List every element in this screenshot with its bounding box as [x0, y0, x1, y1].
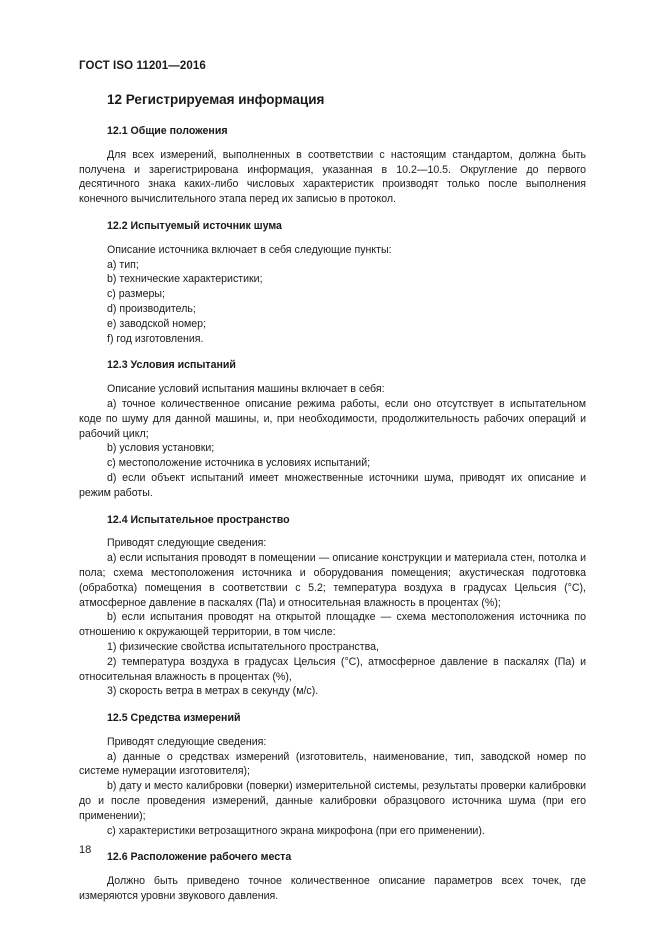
paragraph: Должно быть приведено точное количественное описание параметров всех точек, где измеряются уровни звукового давления. [79, 875, 586, 903]
paragraph-intro: Описание условий испытания машины включает в себя: [107, 383, 385, 396]
list-item: c) местоположение источника в условиях испытаний; [107, 457, 371, 470]
paragraph-intro: Описание источника включает в себя следующие пункты: [107, 243, 392, 256]
list-subitem: 3) скорость ветра в метрах в секунду (м/с). [107, 685, 319, 698]
section-12-6 [79, 850, 586, 903]
section-12-5 [79, 711, 586, 838]
paragraph: Для всех измерений, выполненных в соответствии с настоящим стандартом, должна быть получена и зарегистрирована информация, указанная в 10.2—10.5. Округление до первого десятичного знака каких-либо числовых характеристик производят только после выполнения конечного вычислительного этапа перед их записью в протокол. [79, 148, 586, 206]
list-subitem: 1) физические свойства испытательного пространства, [107, 640, 379, 653]
section-12-2 [79, 219, 586, 346]
list-item: d) если объект испытаний имеет множественные источники шума, приводят их описание и режим работы. [79, 471, 586, 499]
content-body [79, 124, 586, 916]
section-12-4 [79, 513, 586, 700]
paragraph-intro: Приводят следующие сведения: [107, 735, 267, 748]
standard-code: ГОСТ ISO 11201—2016 [79, 60, 206, 72]
section-12-1 [79, 124, 586, 207]
list-item: b) условия установки; [107, 442, 215, 455]
section-title: 12.2 Испытуемый источник шума [107, 219, 282, 232]
chapter-title: 12 Регистрируемая информация [107, 92, 325, 107]
list-item: d) производитель; [107, 302, 196, 315]
page-number: 18 [79, 844, 92, 856]
section-title: 12.6 Расположение рабочего места [107, 851, 292, 864]
section-12-3 [79, 358, 586, 500]
section-title: 12.4 Испытательное пространство [107, 513, 290, 526]
list-item: f) год изготовления. [107, 332, 204, 345]
paragraph-intro: Приводят следующие сведения: [107, 537, 267, 550]
list-item: а) если испытания проводят в помещении — описание конструкции и материала стен, потолка и пола; схема местоположения источника и оборудования помещения; акустическая подготовка (обработка) помещения в соответствии с 5.2; температура воздуха в градусах Цельсия (°С), атмосферное давление в паскалях (Па) и относительная влажность в процентах (%); [79, 552, 586, 609]
section-title: 12.5 Средства измерений [107, 712, 241, 725]
list-subitem: 2) температура воздуха в градусах Цельсия (°С), атмосферное давление в паскалях (Па) и относительная влажность в процентах (%), [79, 655, 586, 683]
list-item: а) тип; [107, 258, 139, 271]
list-item: b) технические характеристики; [107, 273, 263, 286]
list-item: c) характеристики ветрозащитного экрана микрофона (при его применении). [107, 824, 485, 837]
list-item: c) размеры; [107, 288, 165, 301]
list-item: а) данные о средствах измерений (изготовитель, наименование, тип, заводской номер по системе нумерации изготовителя); [79, 750, 586, 778]
section-title: 12.1 Общие положения [107, 125, 228, 137]
section-title: 12.3 Условия испытаний [107, 359, 236, 372]
list-item: b) дату и место калибровки (поверки) измерительной системы, результаты проверки калибровки до и после проведения измерений, данные калибровки образцового источника шума (при его применении); [79, 780, 586, 822]
list-item: b) если испытания проводят на открытой площадке — схема местоположения источника по отношению к окружающей территории, в том числе: [79, 611, 586, 639]
list-item: а) точное количественное описание режима работы, если оно отсутствует в испытательном коде по шуму для данной машины, и, при необходимости, продолжительность рабочих операций и рабочий цикл; [79, 397, 586, 440]
list-item: e) заводской номер; [107, 317, 207, 330]
